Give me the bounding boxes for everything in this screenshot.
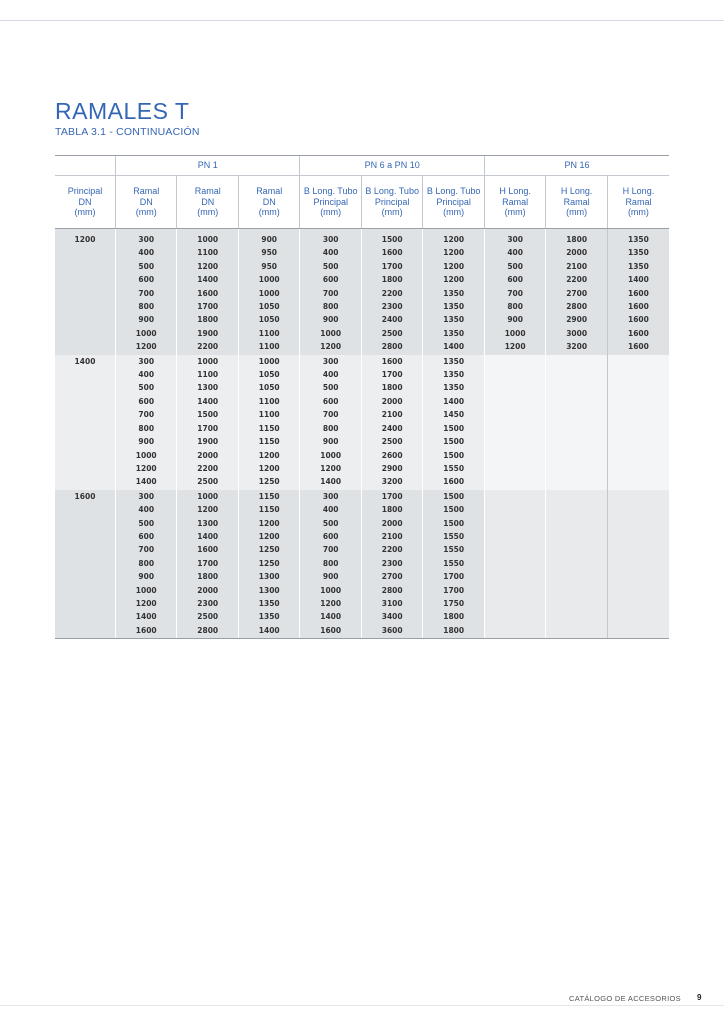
cell-value: 900: [322, 572, 339, 582]
cell-value: 1000: [135, 450, 157, 460]
table-cell: [546, 355, 607, 490]
table-cell: [361, 490, 422, 639]
cell-value: 1550: [443, 545, 465, 555]
cell-value: 1700: [443, 572, 465, 582]
cell-value: 400: [138, 248, 155, 258]
cell-value: 1800: [197, 572, 219, 582]
cell-value: 1000: [135, 585, 157, 595]
cell-value: 500: [322, 383, 339, 393]
column-header-line: (mm): [381, 207, 403, 218]
column-header-line: Principal: [313, 196, 348, 207]
cell-value: 2000: [566, 248, 588, 258]
cell-value: 1000: [320, 328, 342, 338]
cell-value: 1300: [197, 518, 219, 528]
table-row-block: [55, 229, 669, 355]
cell-value: 1200: [258, 450, 280, 460]
cell-value: 700: [322, 288, 339, 298]
cell-value: 300: [322, 491, 339, 501]
table-cell: [177, 490, 238, 639]
cell-value: 900: [138, 437, 155, 447]
cell-value: 1600: [381, 248, 403, 258]
cell-value: 1700: [443, 585, 465, 595]
column-header-line: B Long. Tubo: [426, 186, 481, 197]
column-header-2: [177, 176, 238, 229]
column-header-line: Ramal: [133, 186, 160, 197]
group-header-empty: [55, 156, 115, 176]
cell-value: 1600: [320, 625, 342, 635]
cell-value: 1350: [628, 248, 649, 258]
cell-value: 500: [138, 518, 155, 528]
cell-value: 1400: [320, 477, 342, 487]
cell-value: 1750: [443, 598, 465, 608]
cell-value: 1200: [258, 518, 280, 528]
column-header-line: H Long.: [499, 186, 531, 197]
cell-value: 2200: [566, 275, 588, 285]
cell-value: 300: [138, 235, 155, 244]
column-header-line: Principal: [67, 186, 103, 197]
column-header-row: [55, 176, 669, 229]
table-subtitle: TABLA 3.1 - CONTINUACIÓN: [55, 126, 200, 138]
cell-value: 300: [322, 235, 339, 244]
table-cell: [238, 490, 300, 639]
cell-value: 800: [322, 423, 339, 433]
cell-value: 1800: [443, 625, 465, 635]
cell-value: 800: [322, 302, 339, 312]
cell-value: 1800: [443, 612, 465, 622]
group-header-pn6-10: PN 6 a PN 10: [300, 156, 484, 176]
cell-value: 700: [322, 545, 339, 555]
column-header-6: [423, 176, 485, 229]
principal-dn-value: 1400: [74, 356, 96, 366]
cell-value: 1800: [381, 383, 403, 393]
cell-value: 2500: [381, 328, 403, 338]
cell-value: 2100: [381, 410, 403, 420]
cell-value: 1400: [443, 342, 465, 352]
cell-value: 500: [507, 261, 523, 271]
column-header-line: (mm): [566, 207, 588, 218]
cell-value: 1050: [258, 370, 280, 380]
footer-rule: [0, 1005, 724, 1006]
cell-value: 1350: [443, 315, 465, 325]
cell-value: 1600: [628, 302, 649, 312]
table-cell: [423, 229, 485, 355]
column-header-line: Ramal: [502, 196, 529, 207]
table-cell: [238, 229, 300, 355]
table-cell: [607, 355, 669, 490]
cell-value: 1550: [443, 531, 465, 541]
cell-value: 1350: [443, 302, 465, 312]
cell-value: 1000: [258, 275, 280, 285]
cell-value: 2100: [566, 261, 588, 271]
cell-value: 3200: [566, 342, 588, 352]
cell-value: 1100: [258, 396, 280, 406]
cell-value: 1600: [628, 288, 649, 298]
column-header-line: Ramal: [563, 196, 590, 207]
table-cell: [300, 229, 361, 355]
cell-value: 1000: [135, 328, 157, 338]
cell-value: 1100: [258, 410, 280, 420]
column-header-7: [484, 176, 545, 229]
cell-value: 700: [322, 410, 339, 420]
cell-value: 1200: [443, 248, 465, 258]
cell-value: 2000: [197, 585, 219, 595]
column-header-line: Ramal: [625, 196, 652, 207]
cell-value: 2000: [381, 518, 403, 528]
cell-value: 1200: [197, 505, 219, 515]
cell-value: 2400: [381, 315, 403, 325]
cell-value: 1100: [197, 370, 219, 380]
cell-value: 600: [138, 275, 155, 285]
cell-value: 2200: [197, 463, 219, 473]
page-title: RAMALES T: [55, 98, 190, 124]
cell-value: 1400: [197, 531, 219, 541]
cell-value: 700: [138, 288, 155, 298]
ramales-table: [55, 155, 669, 639]
cell-value: 600: [322, 396, 339, 406]
cell-value: 500: [322, 261, 339, 271]
cell-value: 1000: [197, 235, 219, 244]
cell-value: 600: [507, 275, 523, 285]
cell-value: 1150: [258, 505, 280, 515]
cell-value: 600: [138, 396, 155, 406]
group-header-pn1: PN 1: [115, 156, 299, 176]
cell-value: 500: [138, 261, 155, 271]
group-header-row: [55, 156, 669, 176]
page-number: 9: [697, 993, 702, 1002]
cell-value: 1600: [135, 625, 157, 635]
cell-value: 2300: [381, 558, 403, 568]
cell-value: 1450: [443, 410, 465, 420]
cell-value: 400: [322, 248, 339, 258]
cell-value: 1250: [258, 477, 280, 487]
cell-value: 700: [138, 410, 155, 420]
top-rule: [0, 20, 724, 21]
cell-value: 1550: [443, 463, 465, 473]
cell-value: 900: [322, 315, 339, 325]
cell-value: 2800: [381, 585, 403, 595]
cell-value: 1300: [258, 572, 280, 582]
column-header-line: (mm): [258, 207, 280, 218]
cell-value: 1000: [258, 356, 280, 366]
principal-dn-cell: [55, 229, 115, 355]
column-header-line: Principal: [374, 196, 410, 207]
cell-value: 2800: [197, 625, 219, 635]
cell-value: 1550: [443, 558, 465, 568]
cell-value: 1000: [504, 328, 526, 338]
cell-value: 2900: [381, 463, 403, 473]
cell-value: 300: [138, 356, 155, 366]
cell-value: 1700: [197, 558, 219, 568]
cell-value: 1000: [197, 356, 219, 366]
principal-dn-value: 1600: [74, 491, 96, 501]
cell-value: 3200: [381, 477, 403, 487]
cell-value: 1050: [258, 302, 280, 312]
cell-value: 1100: [258, 328, 280, 338]
cell-value: 1400: [258, 625, 280, 635]
cell-value: 400: [322, 505, 339, 515]
cell-value: 1200: [443, 235, 465, 244]
cell-value: 800: [138, 302, 155, 312]
column-header-line: (mm): [627, 207, 649, 218]
table-row-block: [55, 490, 669, 639]
cell-value: 800: [138, 423, 155, 433]
cell-value: 1350: [628, 261, 649, 271]
cell-value: 2800: [566, 302, 588, 312]
cell-value: 1200: [258, 463, 280, 473]
cell-value: 600: [322, 275, 339, 285]
cell-value: 400: [322, 370, 339, 380]
column-header-9: [607, 176, 669, 229]
cell-value: 500: [322, 518, 339, 528]
cell-value: 1700: [381, 491, 403, 501]
cell-value: 1200: [258, 531, 280, 541]
cell-value: 900: [507, 315, 523, 325]
cell-value: 2500: [381, 437, 403, 447]
cell-value: 700: [138, 545, 155, 555]
cell-value: 1500: [443, 450, 465, 460]
column-header-5: [361, 176, 422, 229]
column-header-line: B Long. Tubo: [303, 186, 358, 197]
cell-value: 500: [138, 383, 155, 393]
cell-value: 2100: [381, 531, 403, 541]
column-header-line: (mm): [74, 207, 96, 218]
cell-value: 3400: [381, 612, 403, 622]
cell-value: 1800: [381, 275, 403, 285]
cell-value: 2500: [197, 612, 219, 622]
cell-value: 600: [138, 531, 155, 541]
column-header-line: DN: [201, 196, 215, 207]
cell-value: 900: [322, 437, 339, 447]
cell-value: 1350: [443, 383, 465, 393]
cell-value: 1400: [628, 275, 649, 285]
cell-value: 950: [261, 248, 278, 258]
column-header-1: [115, 176, 176, 229]
cell-value: 950: [261, 261, 278, 271]
cell-value: 1150: [258, 423, 280, 433]
table-body: [55, 229, 669, 639]
footer-catalog-label: CATÁLOGO DE ACCESORIOS: [569, 994, 681, 1003]
table-cell: [607, 490, 669, 639]
cell-value: 2200: [381, 545, 403, 555]
cell-value: 2600: [381, 450, 403, 460]
cell-value: 1700: [197, 302, 219, 312]
cell-value: 1500: [443, 437, 465, 447]
cell-value: 400: [138, 370, 155, 380]
table-cell: [361, 229, 422, 355]
cell-value: 1350: [443, 288, 465, 298]
cell-value: 1900: [197, 437, 219, 447]
cell-value: 1050: [258, 383, 280, 393]
cell-value: 800: [138, 558, 155, 568]
cell-value: 1100: [258, 342, 280, 352]
column-header-line: B Long. Tubo: [365, 186, 419, 197]
cell-value: 2700: [566, 288, 588, 298]
cell-value: 1300: [197, 383, 219, 393]
cell-value: 1350: [443, 328, 465, 338]
column-header-line: (mm): [135, 207, 157, 218]
table-cell: [546, 490, 607, 639]
cell-value: 1500: [443, 491, 465, 501]
cell-value: 1000: [320, 450, 342, 460]
cell-value: 1600: [628, 328, 649, 338]
cell-value: 1350: [258, 598, 280, 608]
cell-value: 1350: [443, 370, 465, 380]
cell-value: 1800: [197, 315, 219, 325]
cell-value: 1800: [566, 235, 588, 244]
cell-value: 1250: [258, 545, 280, 555]
cell-value: 1150: [258, 437, 280, 447]
cell-value: 1200: [443, 275, 465, 285]
column-header-line: (mm): [197, 207, 219, 218]
principal-dn-cell: [55, 490, 115, 639]
column-header-line: H Long.: [622, 186, 655, 197]
column-header-line: (mm): [320, 207, 342, 218]
cell-value: 1500: [443, 518, 465, 528]
cell-value: 2400: [381, 423, 403, 433]
cell-value: 1800: [381, 505, 403, 515]
cell-value: 1400: [135, 477, 157, 487]
table-cell: [484, 355, 545, 490]
cell-value: 1300: [258, 585, 280, 595]
cell-value: 1200: [135, 342, 157, 352]
cell-value: 600: [322, 531, 339, 541]
table-cell: [423, 355, 485, 490]
table-cell: [484, 229, 545, 355]
table-row-block: [55, 355, 669, 490]
cell-value: 1000: [258, 288, 280, 298]
column-header-8: [546, 176, 607, 229]
cell-value: 2200: [197, 342, 219, 352]
cell-value: 1600: [197, 288, 219, 298]
table-cell: [484, 490, 545, 639]
cell-value: 400: [507, 248, 523, 258]
table-cell: [177, 355, 238, 490]
cell-value: 3100: [381, 598, 403, 608]
column-header-line: DN: [78, 196, 92, 207]
cell-value: 1200: [135, 598, 157, 608]
cell-value: 1500: [197, 410, 219, 420]
cell-value: 2500: [197, 477, 219, 487]
table-cell: [177, 229, 238, 355]
column-header-line: (mm): [504, 207, 526, 218]
column-header-line: DN: [139, 196, 153, 207]
cell-value: 1400: [443, 396, 465, 406]
cell-value: 1350: [258, 612, 280, 622]
cell-value: 1200: [135, 463, 157, 473]
cell-value: 1350: [628, 235, 649, 244]
group-header-pn16: PN 16: [484, 156, 669, 176]
cell-value: 2300: [381, 302, 403, 312]
column-header-line: Ramal: [194, 186, 221, 197]
cell-value: 1200: [197, 261, 219, 271]
cell-value: 1500: [443, 505, 465, 515]
cell-value: 1600: [628, 342, 649, 352]
cell-value: 3000: [566, 328, 588, 338]
table-cell: [361, 355, 422, 490]
cell-value: 1200: [504, 342, 526, 352]
table-cell: [115, 229, 176, 355]
cell-value: 1250: [258, 558, 280, 568]
cell-value: 300: [507, 235, 523, 244]
cell-value: 900: [261, 235, 278, 244]
cell-value: 900: [138, 572, 155, 582]
cell-value: 1200: [320, 463, 342, 473]
table-cell: [300, 490, 361, 639]
cell-value: 1200: [320, 342, 342, 352]
cell-value: 1000: [320, 585, 342, 595]
cell-value: 1400: [320, 612, 342, 622]
cell-value: 1700: [381, 370, 403, 380]
cell-value: 1200: [443, 261, 465, 271]
cell-value: 300: [322, 356, 339, 366]
cell-value: 1600: [197, 545, 219, 555]
cell-value: 3600: [381, 625, 403, 635]
table-cell: [423, 490, 485, 639]
table-cell: [300, 355, 361, 490]
cell-value: 2300: [197, 598, 219, 608]
cell-value: 2000: [381, 396, 403, 406]
cell-value: 2000: [197, 450, 219, 460]
cell-value: 2900: [566, 315, 588, 325]
cell-value: 2700: [381, 572, 403, 582]
cell-value: 1500: [381, 235, 403, 244]
table-cell: [607, 229, 669, 355]
cell-value: 1100: [197, 248, 219, 258]
cell-value: 1000: [197, 491, 219, 501]
cell-value: 400: [138, 505, 155, 515]
cell-value: 1600: [628, 315, 649, 325]
cell-value: 800: [322, 558, 339, 568]
cell-value: 900: [138, 315, 155, 325]
cell-value: 2800: [381, 342, 403, 352]
cell-value: 1600: [443, 477, 465, 487]
table-cell: [115, 355, 176, 490]
cell-value: 300: [138, 491, 155, 501]
column-header-line: H Long.: [560, 186, 593, 197]
principal-dn-cell: [55, 355, 115, 490]
column-header-line: DN: [262, 196, 276, 207]
cell-value: 1400: [197, 275, 219, 285]
cell-value: 1400: [135, 612, 157, 622]
cell-value: 1600: [381, 356, 403, 366]
column-header-line: Ramal: [256, 186, 283, 197]
cell-value: 1700: [381, 261, 403, 271]
cell-value: 1500: [443, 423, 465, 433]
column-header-4: [300, 176, 361, 229]
cell-value: 2200: [381, 288, 403, 298]
cell-value: 1150: [258, 491, 280, 501]
cell-value: 1200: [320, 598, 342, 608]
cell-value: 1400: [197, 396, 219, 406]
cell-value: 800: [507, 302, 523, 312]
table-cell: [546, 229, 607, 355]
cell-value: 1350: [443, 356, 465, 366]
cell-value: 700: [507, 288, 523, 298]
column-header-3: [238, 176, 300, 229]
column-header-line: (mm): [443, 207, 465, 218]
cell-value: 1050: [258, 315, 280, 325]
cell-value: 1700: [197, 423, 219, 433]
table-cell: [115, 490, 176, 639]
table-cell: [238, 355, 300, 490]
cell-value: 1900: [197, 328, 219, 338]
principal-dn-value: 1200: [74, 235, 96, 244]
column-header-line: Principal: [436, 196, 471, 207]
column-header-0: [55, 176, 115, 229]
